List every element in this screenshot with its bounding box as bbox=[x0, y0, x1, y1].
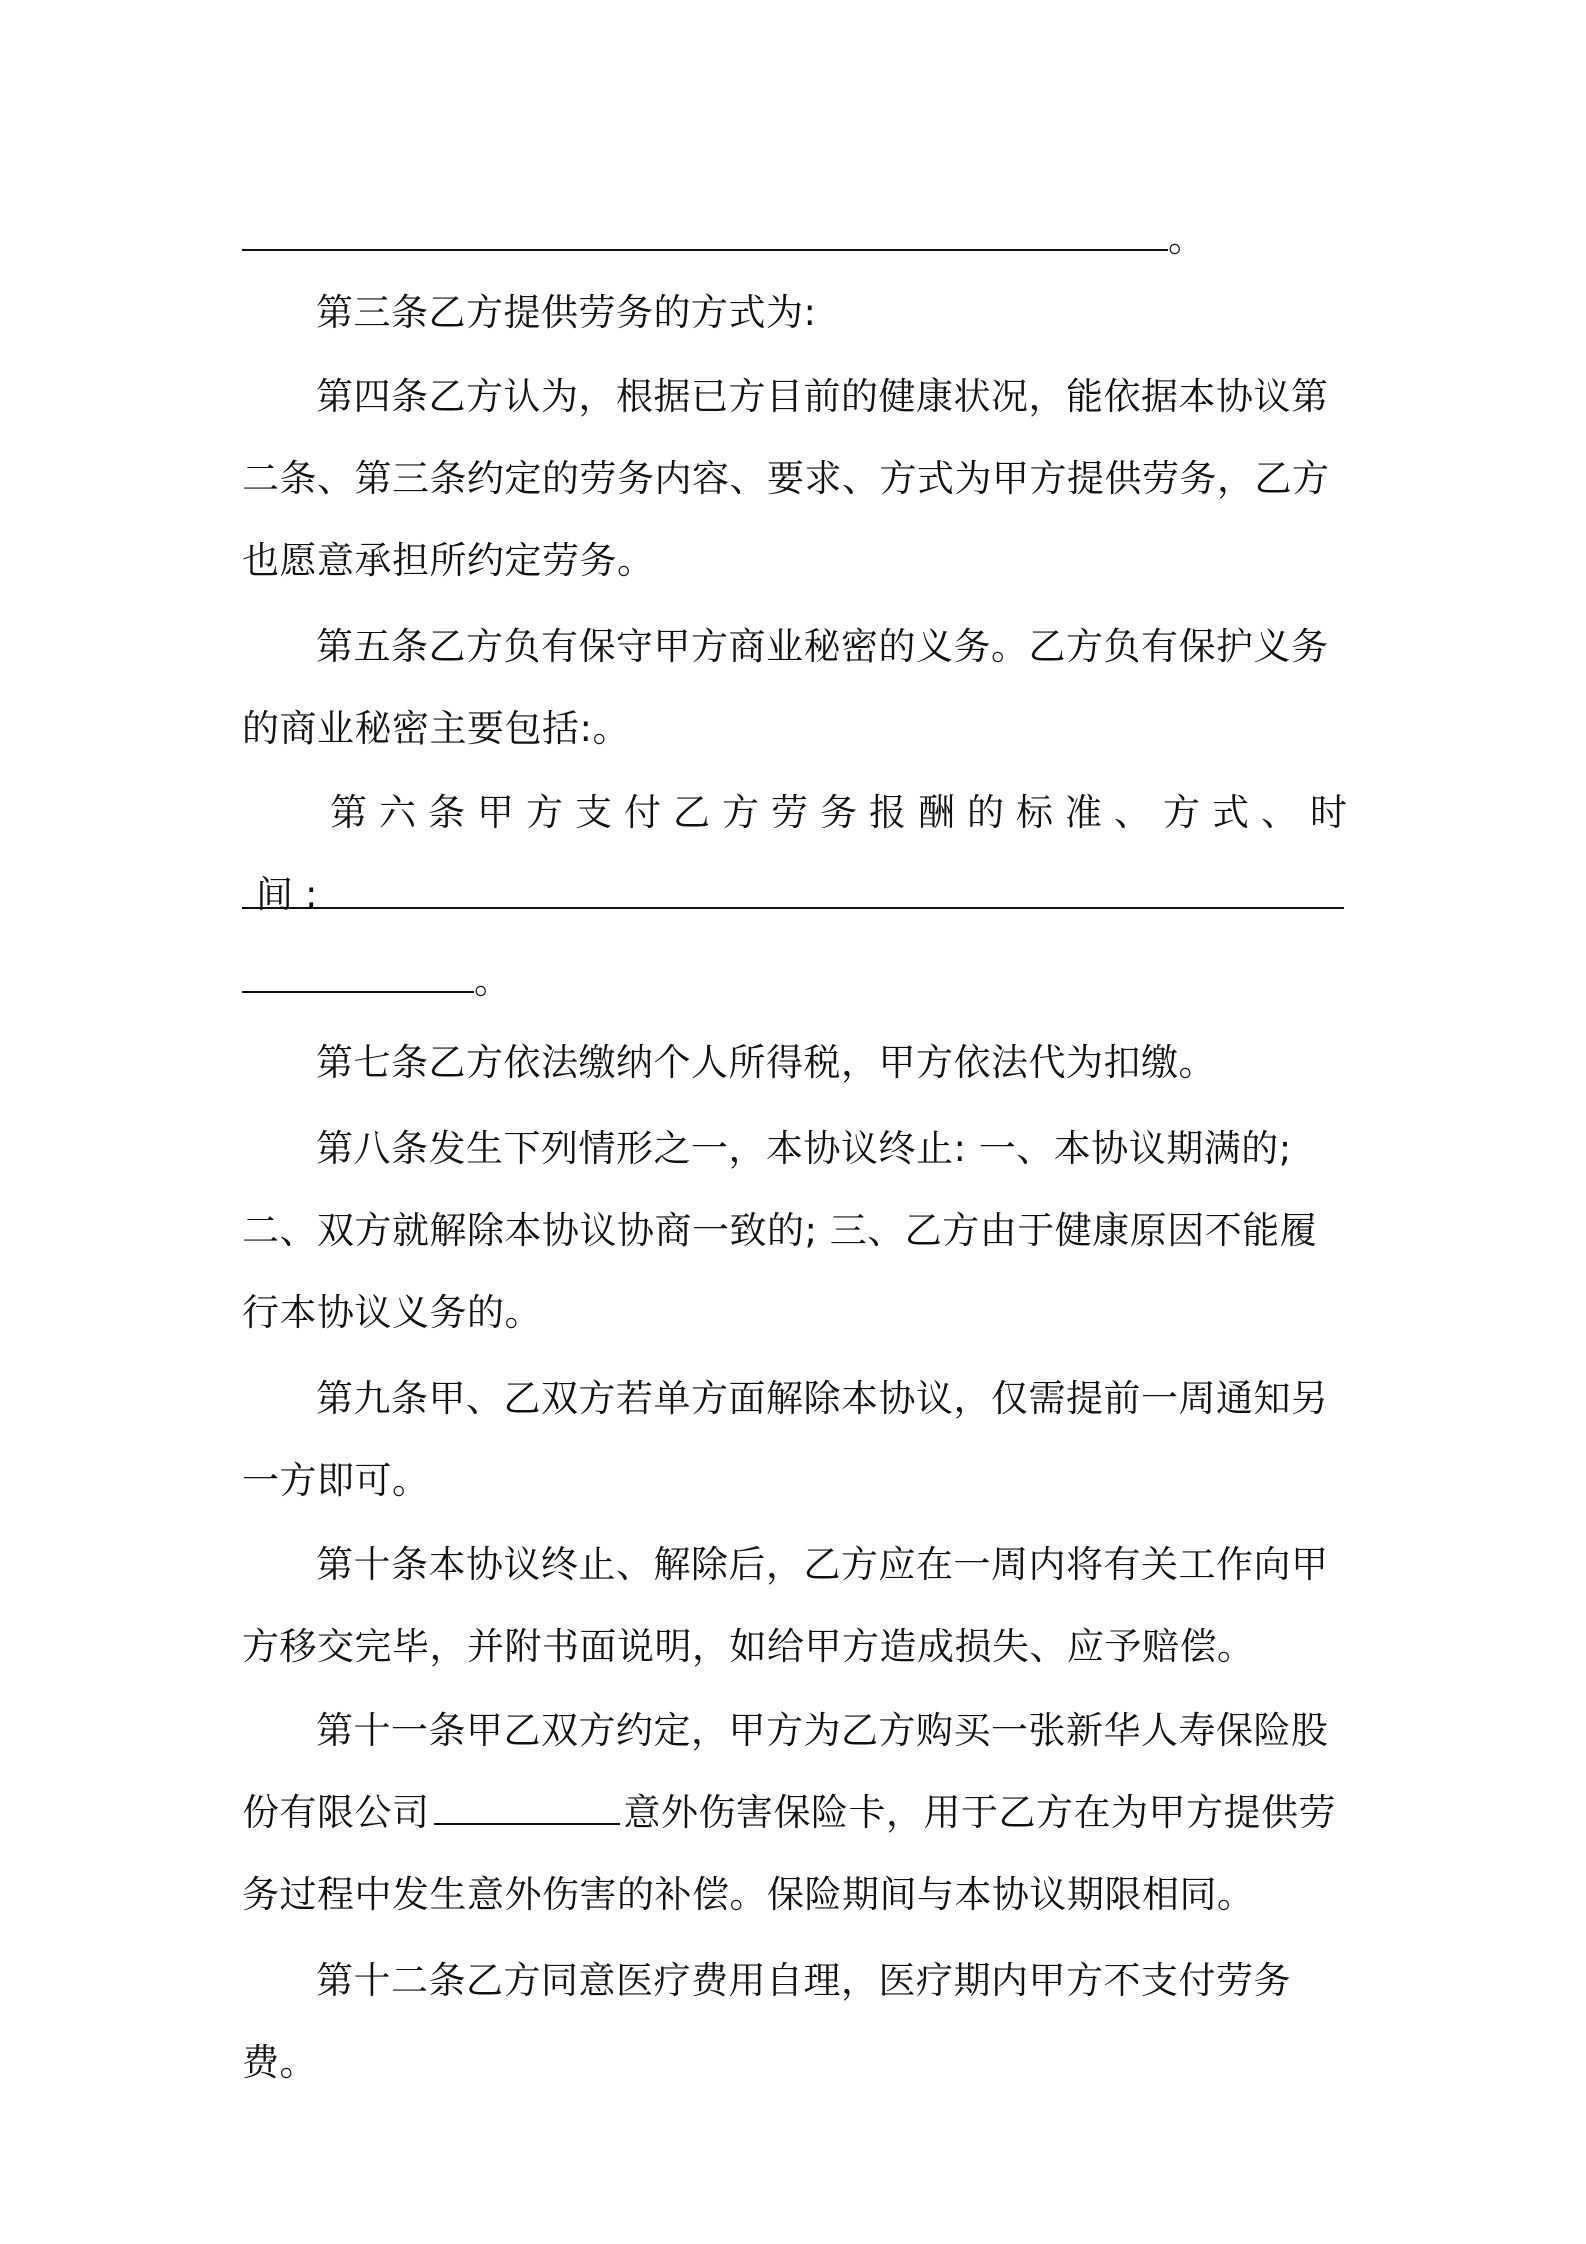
article-11-part2: 意外伤害保险卡，用于乙方在为甲方提供劳务过程中发生意外伤害的补偿。保险期间与本协议期限相同。 bbox=[242, 1791, 1336, 1916]
article-8: 第八条发生下列情形之一，本协议终止: 一、本协议期满的; 二、双方就解除本协议协商一致的; 三、乙方由于健康原因不能履行本协议义务的。 bbox=[242, 1127, 1318, 1334]
article-6: 第六条甲方支付乙方劳务报酬的标准、方式、时间: bbox=[256, 791, 1359, 916]
article-11-part1: 第十一条甲乙双方约定，甲方为乙方购买一张新华人寿保险股份有限公司 bbox=[242, 1709, 1329, 1834]
line-end-punct: 。 bbox=[474, 959, 511, 1002]
article-10: 第十条本协议终止、解除后，乙方应在一周内将有关工作向甲方移交完毕，并附书面说明，如给甲方造成损失、应予赔偿。 bbox=[242, 1543, 1329, 1668]
fill-in-line-article6-b bbox=[242, 940, 511, 1022]
insurance-blank-underline bbox=[434, 1791, 620, 1825]
blank-underline bbox=[242, 953, 474, 993]
article-5: 第五条乙方负有保守甲方商业秘密的义务。乙方负有保护义务的商业秘密主要包括:。 bbox=[242, 625, 1329, 750]
line-end-punct: 。 bbox=[1168, 217, 1205, 260]
article-11 bbox=[242, 1690, 1352, 1936]
article-4: 第四条乙方认为，根据已方目前的健康状况，能依据本协议第二条、第三条约定的劳务内容、要求、方式为甲方提供劳务，乙方也愿意承担所约定劳务。 bbox=[242, 375, 1330, 582]
fill-in-line-article6-a bbox=[242, 856, 1344, 938]
blank-underline bbox=[242, 211, 1168, 251]
blank-underline bbox=[242, 869, 1344, 909]
article-7: 第七条乙方依法缴纳个人所得税，甲方依法代为扣缴。 bbox=[316, 1041, 1216, 1084]
fill-in-line-top bbox=[242, 198, 1205, 280]
article-9: 第九条甲、乙双方若单方面解除本协议，仅需提前一周通知另一方即可。 bbox=[242, 1377, 1329, 1502]
article-12: 第十二条乙方同意医疗费用自理，医疗期内甲方不支付劳务费。 bbox=[242, 1959, 1291, 2084]
article-3: 第三条乙方提供劳务的方式为: bbox=[316, 291, 817, 334]
